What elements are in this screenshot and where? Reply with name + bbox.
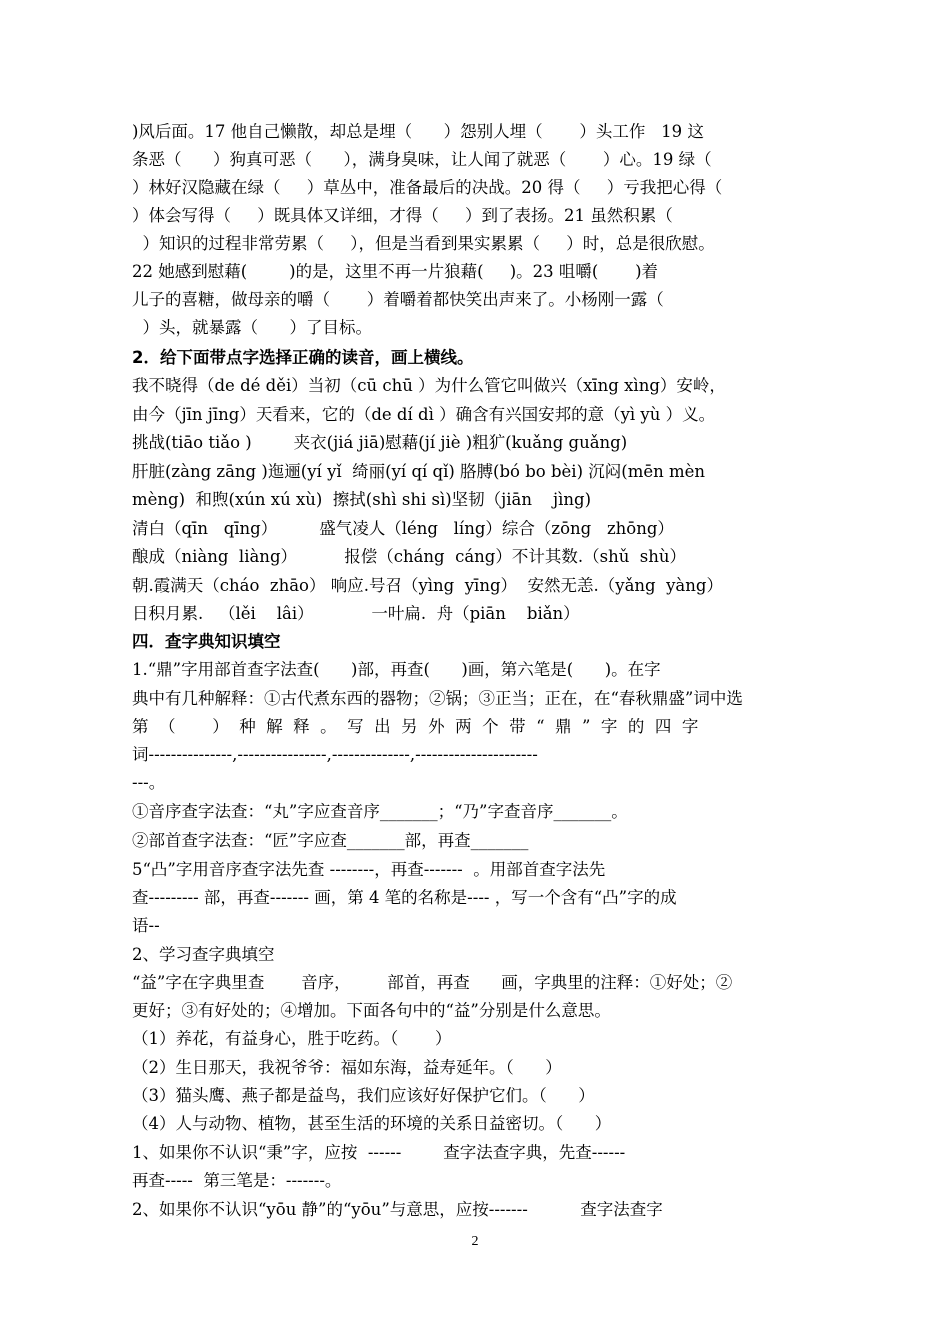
text-line: （1）养花，有益身心，胜于吃药。（ ） xyxy=(132,1029,452,1048)
text-line: 再查----- 第三笔是：-------。 xyxy=(132,1171,342,1190)
text-line: 挑战(tiāo tiǎo ) 夹衣(jiá jiā)慰藉(jí jiè )粗犷(kuǎng guǎng) xyxy=(132,433,628,452)
text-line: ）头，就暴露（ ）了目标。 xyxy=(132,318,372,337)
section-heading: 四．查字典知识填空 xyxy=(132,632,281,651)
text-line: 2、学习查字典填空 xyxy=(132,945,275,964)
text-line: 1.“鼎”字用部首查字法查( )部，再查( )画，第六笔是( )。在字 xyxy=(132,660,661,679)
text-line: ---。 xyxy=(132,773,166,792)
text-line: （3）猫头鹰、燕子都是益鸟，我们应该好好保护它们。（ ） xyxy=(132,1086,595,1105)
text-line: 由今（jīn jīng）天看来，它的（de dí dì ）确含有兴国安邦的意（yì yù ）义。 xyxy=(132,405,716,424)
text-line: ）体会写得（ ）既具体又详细，才得（ ）到了表扬。21 虽然积累（ xyxy=(132,206,673,225)
text-line: 查--------- 部，再查------- 画，第 4 笔的名称是---- ，写一个含有“凸”字的成 xyxy=(132,888,677,907)
text-line: ）知识的过程非常劳累（ ），但是当看到果实累累（ ）时，总是很欣慰。 xyxy=(132,234,715,253)
text-line: 1、如果你不认识“秉”字，应按 ------ 查字法查字典，先查------ xyxy=(132,1143,626,1162)
text-line: 儿子的喜糖，做母亲的嚼（ ）着嚼着都快笑出声来了。小杨刚一露（ xyxy=(132,290,664,309)
text-line: 日积月累. （lěi lâi） 一叶扁. 舟（piān biǎn） xyxy=(132,604,580,623)
text-line: 22 她感到慰藉( )的是，这里不再一片狼藉( )。23 咀嚼( )着 xyxy=(132,262,659,281)
text-line: ②部首查字法查：“匠”字应查_______部，再查_______ xyxy=(132,831,529,850)
text-line: 语-- xyxy=(132,916,160,935)
text-line: 朝.霞满天（cháo zhāo） 响应.号召（yìng yīng） 安然无恙.（yǎng yàng） xyxy=(132,576,723,595)
text-line: 2、如果你不认识“yōu 静”的“yōu”与意思，应按------- 查字法查字 xyxy=(132,1200,663,1219)
text-line: 第 （ ） 种 解 释 。 写 出 另 外 两 个 带 “ 鼎 ” 字 的 四 字 xyxy=(132,717,699,736)
text-line: 典中有几种解释：①古代煮东西的器物；②锅；③正当；正在，在“春秋鼎盛”词中选 xyxy=(132,689,743,708)
text-line: 词---------------,----------------,--------------,---------------------- xyxy=(132,745,538,764)
page-number: 2 xyxy=(471,1234,479,1249)
text-line: 条恶（ ）狗真可恶（ ），满身臭味，让人闻了就恶（ ）心。19 绿（ xyxy=(132,150,712,169)
text-line: （2）生日那天，我祝爷爷：福如东海，益寿延年。（ ） xyxy=(132,1058,562,1077)
text-line: ）林好汉隐藏在绿（ ）草丛中，准备最后的决战。20 得（ ）亏我把心得（ xyxy=(132,178,723,197)
text-line: ①音序查字法查：“丸”字应查音序_______；“乃”字查音序_______。 xyxy=(132,802,628,821)
text-line: （4）人与动物、植物，甚至生活的环境的关系日益密切。（ ） xyxy=(132,1114,612,1133)
text-line: 清白（qīn qīng） 盛气凌人（léng líng）综合（zōng zhōng） xyxy=(132,519,674,538)
text-line: 酿成（niàng liàng） 报偿（cháng cáng）不计其数.（shǔ shù） xyxy=(132,547,687,566)
text-line: 更好；③有好处的；④增加。下面各句中的“益”分别是什么意思。 xyxy=(132,1001,611,1020)
section-heading: 2．给下面带点字选择正确的读音，画上横线。 xyxy=(132,348,474,367)
text-line: )风后面。17 他自己懒散，却总是埋（ ）怨别人埋（ ）头工作 19 这 xyxy=(132,122,704,141)
text-line: 5“凸”字用音序查字法先查 --------，再查------- 。用部首查字法先 xyxy=(132,860,606,879)
text-line: “益”字在字典里查 音序， 部首，再查 画，字典里的注释：①好处；② xyxy=(132,973,733,992)
text-line: 我不晓得（de dé děi）当初（cū chū ）为什么管它叫做兴（xīng xìng）安岭， xyxy=(132,376,726,395)
text-line: mèng) 和煦(xún xú xù) 擦拭(shì shi sì)坚韧（jiān jìng) xyxy=(132,490,592,509)
text-line: 肝脏(zàng zāng )迤逦(yí yǐ 绮丽(yí qí qǐ) 胳膊(bó bo bèi) 沉闷(mēn mèn xyxy=(132,462,706,481)
